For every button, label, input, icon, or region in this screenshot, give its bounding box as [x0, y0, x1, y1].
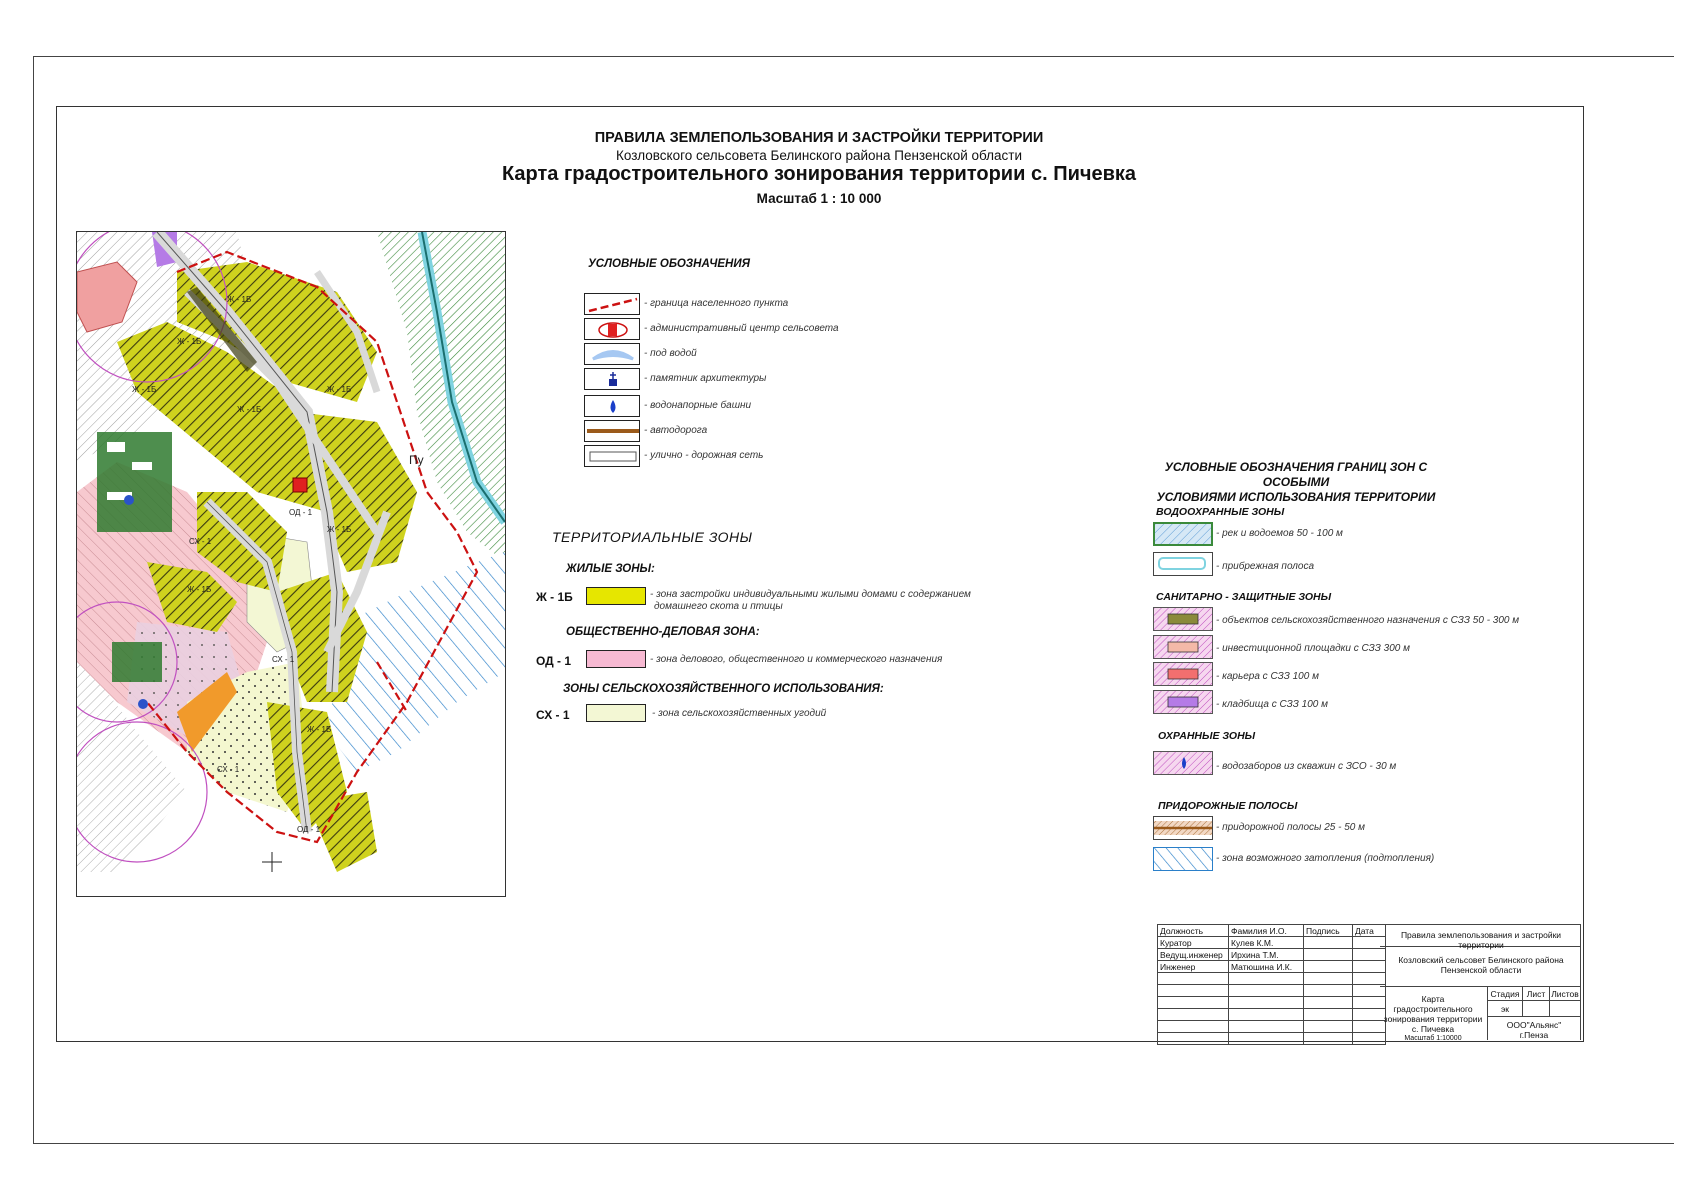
- admin-center-icon: [584, 318, 640, 340]
- zone-desc-residential-line1: - зона застройки индивидуальными жилыми домами с содержанием: [650, 589, 971, 600]
- sanitary-cemetery-text: - кладбища с СЗЗ 100 м: [1216, 699, 1328, 710]
- stamp-row: [1158, 961, 1386, 973]
- map-label-skh1-3: СХ - 1: [217, 765, 240, 774]
- stamp-header-name: Фамилия И.О.: [1229, 925, 1304, 937]
- river-buffer-text: - рек и водоемов 50 - 100 м: [1216, 528, 1343, 539]
- protect-zones-heading: ОХРАННЫЕ ЗОНЫ: [1158, 730, 1256, 742]
- stamp-client-line2: Пензенской области: [1440, 965, 1522, 975]
- sanitary-investment-swatch: [1153, 635, 1213, 659]
- header-line1: ПРАВИЛА ЗЕМЛЕПОЛЬЗОВАНИЯ И ЗАСТРОЙКИ ТЕРРИТОРИИ: [594, 130, 1044, 146]
- stamp-sheet-name: [1381, 994, 1485, 1044]
- map-label-skh1-1: СХ - 1: [189, 537, 212, 546]
- header-line2: Козловского сельсовета Белинского района Пензенской области: [615, 148, 1023, 163]
- zone-desc-residential: [650, 589, 971, 613]
- stamp-org-line1: ООО"Альянс": [1506, 1020, 1562, 1030]
- stamp-cell-name: Кулев К.М.: [1229, 937, 1304, 949]
- stamp-header-date: Дата: [1353, 925, 1386, 937]
- stamp-project: Правила землепользования и застройки территории: [1400, 930, 1562, 950]
- zone-heading-agri: ЗОНЫ СЕЛЬСКОХОЗЯЙСТВЕННОГО ИСПОЛЬЗОВАНИЯ:: [563, 683, 884, 695]
- stamp-cell-position: Инженер: [1158, 961, 1229, 973]
- zone-code-agri: СХ - 1: [536, 708, 570, 722]
- special-zones-title-line2: УСЛОВИЯМИ ИСПОЛЬЗОВАНИЯ ТЕРРИТОРИИ: [1156, 490, 1436, 504]
- sanitary-quarry-swatch: [1153, 662, 1213, 686]
- flood-zone-swatch: [1153, 847, 1213, 871]
- legend-text-admin-center: - административный центр сельсовета: [644, 323, 839, 334]
- wells-protection-text: - водозаборов из скважин с ЗСО - 30 м: [1216, 761, 1397, 772]
- stamp-row-empty: [1158, 1021, 1386, 1033]
- river-buffer-swatch: [1153, 522, 1213, 546]
- stamp-row-empty: [1158, 985, 1386, 997]
- map-label-zh1b-8: Ж - 1Б: [307, 725, 332, 734]
- roadside-strip-swatch: [1153, 816, 1213, 840]
- road-zones-heading: ПРИДОРОЖНЫЕ ПОЛОСЫ: [1158, 800, 1298, 812]
- stamp-stage-label: Стадия: [1490, 989, 1520, 999]
- map-label-zh1b-1: Ж - 1Б: [227, 295, 252, 304]
- map-title: Карта градостроительного зонирования территории с. Пичевка: [501, 163, 1137, 185]
- stamp-org-line2: г.Пенза: [1519, 1030, 1549, 1040]
- map-label-zh1b-6: Ж - 1Б: [327, 525, 352, 534]
- legend-text-monument: - памятник архитектуры: [644, 373, 767, 384]
- zone-code-business: ОД - 1: [536, 654, 572, 668]
- stamp-divider-4: [1487, 1016, 1581, 1017]
- stamp-sheet-line1: Карта: [1421, 994, 1445, 1004]
- flood-zone-text: - зона возможного затопления (подтопления): [1216, 853, 1435, 864]
- stamp-table: [1157, 924, 1386, 1045]
- stamp-divider-2: [1380, 986, 1581, 987]
- zone-swatch-residential: [586, 587, 646, 605]
- sanitary-cemetery-swatch: [1153, 690, 1213, 714]
- stamp-header-position: Должность: [1158, 925, 1229, 937]
- zone-desc-agri: - зона сельскохозяйственных угодий: [652, 708, 827, 719]
- water-icon: [584, 343, 640, 365]
- stamp-cell-date: [1353, 961, 1386, 973]
- coastal-strip-text: - прибрежная полоса: [1216, 561, 1315, 572]
- stamp-cell-name: Ирхина Т.М.: [1229, 949, 1304, 961]
- stamp-sheet-line3: зонирования территории: [1383, 1014, 1483, 1024]
- legend-text-water: - под водой: [644, 348, 697, 359]
- legend-text-street-network: - улично - дорожная сеть: [644, 450, 764, 461]
- map-label-od1-1: ОД - 1: [289, 508, 313, 517]
- territorial-zones-title: ТЕРРИТОРИАЛЬНЫЕ ЗОНЫ: [552, 529, 753, 545]
- zone-heading-residential: ЖИЛЫЕ ЗОНЫ:: [566, 563, 655, 575]
- stamp-sheets-label: Листов: [1551, 989, 1579, 999]
- zone-desc-business: - зона делового, общественного и коммерческого назначения: [650, 654, 943, 665]
- stamp-sheet-label: Лист: [1526, 989, 1546, 999]
- stamp-cell-position: Куратор: [1158, 937, 1229, 949]
- map-label-zh1b-7: Ж - 1Б: [187, 585, 212, 594]
- sanitary-agri-swatch: [1153, 607, 1213, 631]
- map-label-skh1-2: СХ - 1: [272, 655, 295, 664]
- stamp-client-line1: Козловский сельсовет Белинского района: [1398, 955, 1564, 965]
- zone-desc-residential-line2: домашнего скота и птицы: [654, 601, 783, 612]
- monument-icon: [584, 368, 640, 390]
- sanitary-investment-text: - инвестиционной площадки с СЗЗ 300 м: [1216, 643, 1410, 654]
- stamp-sheet-line4: с. Пичевка: [1411, 1024, 1455, 1034]
- stamp-cell-position: Ведущ.инженер: [1158, 949, 1229, 961]
- stamp-row-empty: [1158, 1009, 1386, 1021]
- map-label-zh1b-5: Ж - 1Б: [327, 385, 352, 394]
- water-tower-icon: [584, 395, 640, 417]
- stamp-header-signature: Подпись: [1304, 925, 1353, 937]
- roadside-strip-text: - придорожной полосы 25 - 50 м: [1216, 822, 1365, 833]
- stamp-sheet-line2: градостроительного: [1393, 1004, 1473, 1014]
- boundary-icon: [584, 293, 640, 315]
- special-zones-title-line1: УСЛОВНЫЕ ОБОЗНАЧЕНИЯ ГРАНИЦ ЗОН С ОСОБЫМИ: [1164, 460, 1428, 489]
- map-label-zh1b-3: Ж - 1Б: [132, 385, 157, 394]
- stamp-row: [1158, 949, 1386, 961]
- stamp-client: [1383, 955, 1579, 975]
- stamp-cell-date: [1353, 949, 1386, 961]
- zone-code-residential: Ж - 1Б: [536, 590, 573, 604]
- stamp-cell-signature: [1304, 949, 1353, 961]
- water-zones-heading: ВОДООХРАННЫЕ ЗОНЫ: [1156, 506, 1285, 518]
- stamp-divider-3: [1487, 1000, 1581, 1001]
- sanitary-agri-text: - объектов сельскохозяйственного назначения с СЗЗ 50 - 300 м: [1216, 615, 1520, 626]
- sanitary-zones-heading: САНИТАРНО - ЗАЩИТНЫЕ ЗОНЫ: [1156, 591, 1332, 603]
- zone-heading-business: ОБЩЕСТВЕННО-ДЕЛОВАЯ ЗОНА:: [566, 626, 760, 638]
- highway-icon: [584, 420, 640, 442]
- stamp-border-right: [1580, 924, 1581, 1040]
- zone-swatch-business: [586, 650, 646, 668]
- zone-swatch-agri: [586, 704, 646, 722]
- stamp-border-top: [1380, 924, 1581, 925]
- legend-title: УСЛОВНЫЕ ОБОЗНАЧЕНИЯ: [588, 258, 750, 270]
- stamp-row-empty: [1158, 1033, 1386, 1045]
- stamp-cell-signature: [1304, 961, 1353, 973]
- zoning-map[interactable]: [76, 231, 506, 897]
- stamp-cell-signature: [1304, 937, 1353, 949]
- map-label-od1-2: ОД - 1: [297, 825, 321, 834]
- stamp-organization: [1488, 1020, 1580, 1040]
- legend-text-water-tower: - водонапорные башни: [644, 400, 752, 411]
- legend-text-boundary: - граница населенного пункта: [644, 298, 789, 309]
- stamp-sheet-scale: Масштаб 1:10000: [1404, 1035, 1462, 1042]
- stamp-header-row: [1158, 925, 1386, 937]
- stamp-row-empty: [1158, 973, 1386, 985]
- stamp-row-empty: [1158, 997, 1386, 1009]
- title-block: [1157, 924, 1581, 1040]
- map-label-zh1b-2: Ж - 1Б: [177, 337, 202, 346]
- sanitary-quarry-text: - карьера с СЗЗ 100 м: [1216, 671, 1319, 682]
- stamp-cell-name: Матюшина И.К.: [1229, 961, 1304, 973]
- coastal-strip-swatch: [1153, 552, 1213, 576]
- special-zones-title: [1146, 460, 1446, 505]
- map-scale: Масштаб 1 : 10 000: [756, 191, 882, 206]
- map-label-zh1b-4: Ж - 1Б: [237, 405, 262, 414]
- legend-text-highway: - автодорога: [644, 425, 708, 436]
- stamp-row: [1158, 937, 1386, 949]
- street-network-icon: [584, 445, 640, 467]
- map-label-river: Пу: [409, 453, 424, 467]
- stamp-stage-value: эк: [1500, 1004, 1510, 1014]
- wells-protection-swatch: [1153, 751, 1213, 775]
